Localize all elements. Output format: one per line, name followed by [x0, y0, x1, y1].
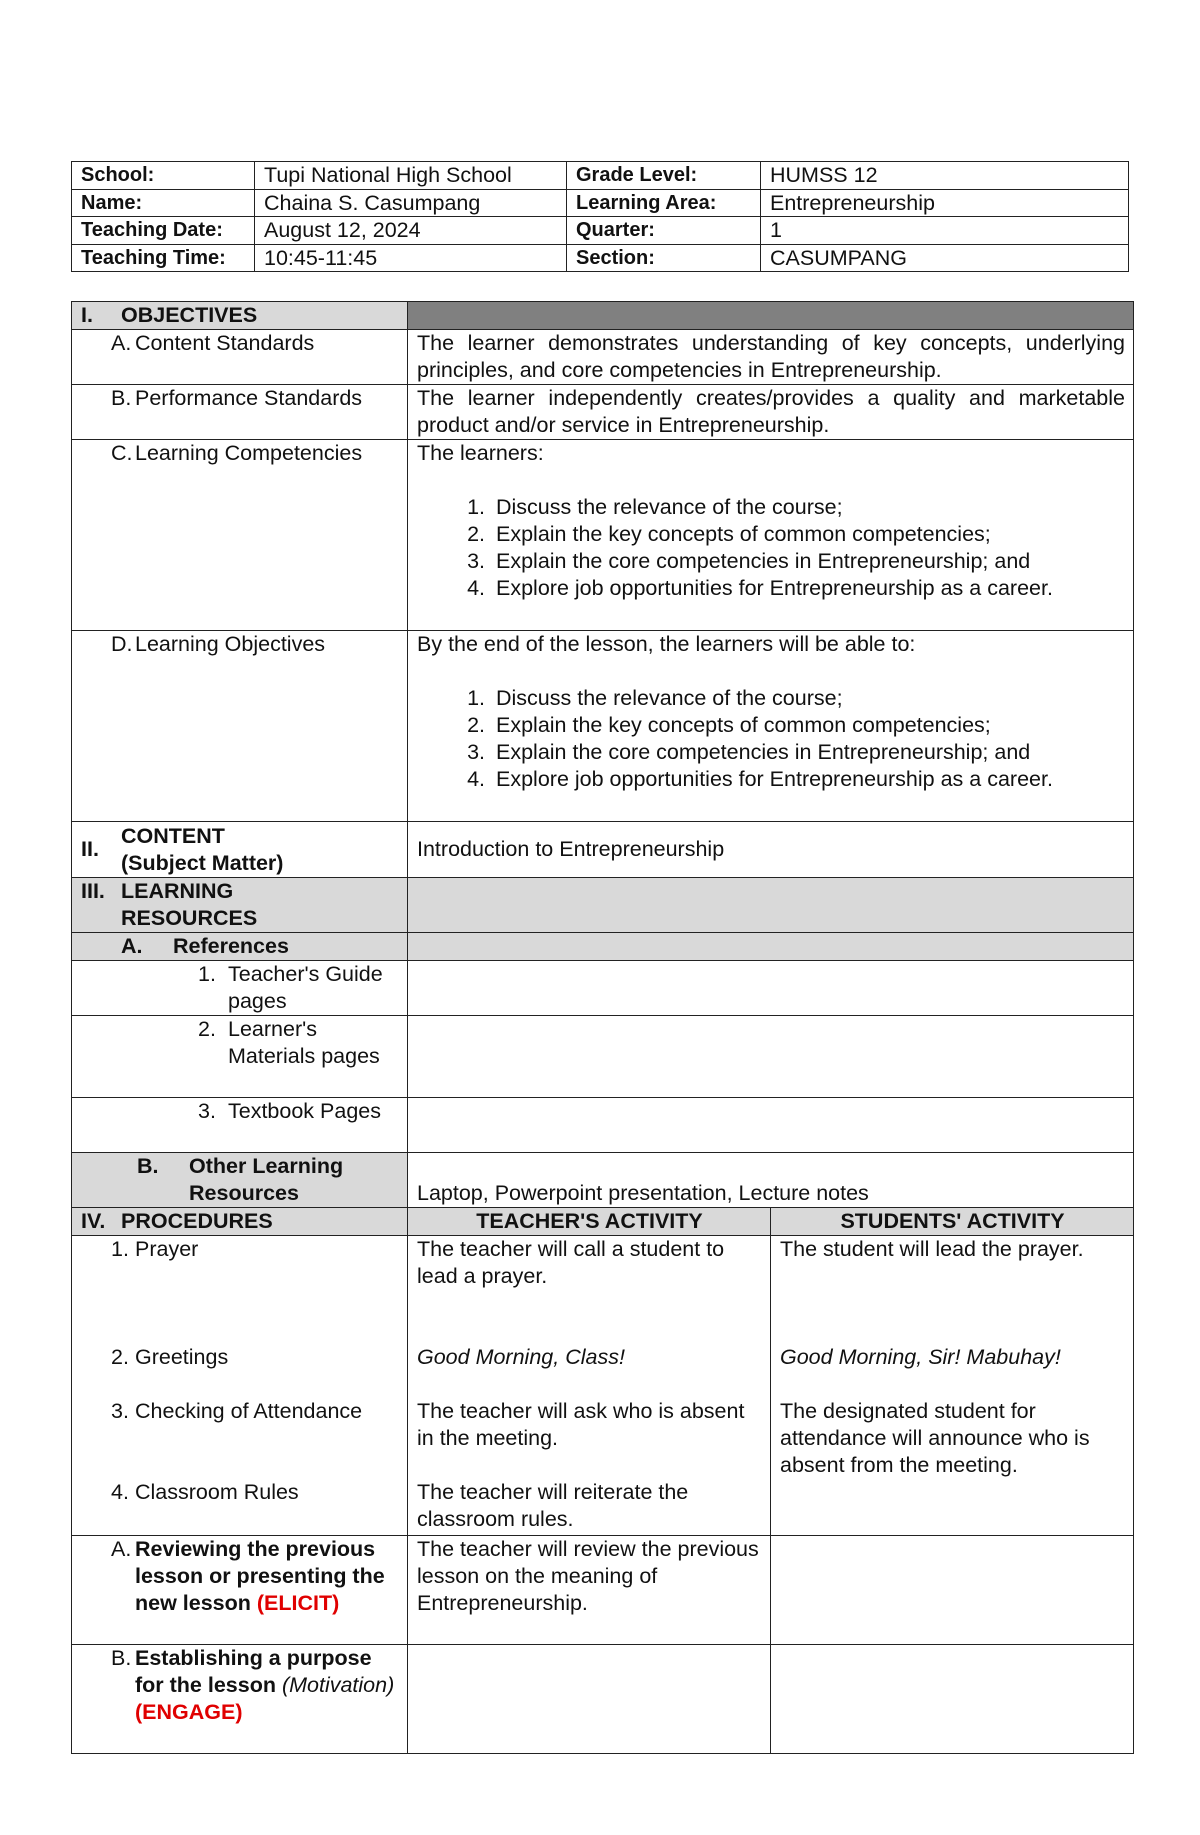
- teachers-guide-value: [408, 961, 1134, 1016]
- list-item: 3. Explain the core competencies in Entrepreneurship; and: [467, 549, 1031, 573]
- learners-materials-value: [408, 1016, 1134, 1098]
- grade-level-label: Grade Level:: [567, 162, 761, 190]
- student-greetings: Good Morning, Sir! Mabuhay!: [780, 1345, 1061, 1369]
- student-opening-activities: [771, 1236, 1134, 1536]
- section-label: Section:: [567, 244, 761, 272]
- list-item: 1. Discuss the relevance of the course;: [467, 686, 843, 710]
- learning-competencies-text: [408, 440, 1134, 631]
- content-heading: II. CONTENT (Subject Matter): [72, 822, 408, 878]
- section-value: CASUMPANG: [761, 244, 1129, 272]
- establishing-purpose-label: B. Establishing a purpose for the lesson (Motivation) (ENGAGE): [72, 1645, 408, 1754]
- competencies-list: [417, 494, 1125, 602]
- teachers-activity-header: TEACHER'S ACTIVITY: [408, 1208, 771, 1236]
- teacher-classroom-rules: The teacher will reiterate the classroom rules.: [417, 1480, 689, 1531]
- teachers-guide-label: 1. Teacher's Guide pages: [72, 961, 408, 1016]
- other-resources-value: Laptop, Powerpoint presentation, Lecture notes: [408, 1153, 1134, 1208]
- content-standards-label: A. Content Standards: [72, 330, 408, 385]
- learning-resources-heading: III. LEARNING RESOURCES: [72, 878, 408, 933]
- teacher-purpose-activity: [408, 1645, 771, 1754]
- teacher-prayer: The teacher will call a student to lead a prayer.: [417, 1237, 725, 1288]
- teaching-time-value: 10:45-11:45: [255, 244, 567, 272]
- review-lesson-label: A. Reviewing the previous lesson or presenting the new lesson (ELICIT): [72, 1536, 408, 1645]
- quarter-value: 1: [761, 217, 1129, 245]
- performance-standards-label: B. Performance Standards: [72, 385, 408, 440]
- learners-materials-label: 2. Learner's Materials pages: [72, 1016, 408, 1098]
- teacher-greetings: Good Morning, Class!: [417, 1345, 625, 1369]
- objectives-heading: I. OBJECTIVES: [72, 302, 408, 330]
- name-value: Chaina S. Casumpang: [255, 189, 567, 217]
- textbook-pages-label: 3. Textbook Pages: [72, 1098, 408, 1153]
- name-label: Name:: [72, 189, 255, 217]
- grade-level-value: HUMSS 12: [761, 162, 1129, 190]
- objectives-heading-fill: [408, 302, 1134, 330]
- learning-objectives-label: D. Learning Objectives: [72, 631, 408, 822]
- school-value: Tupi National High School: [255, 162, 567, 190]
- textbook-pages-value: [408, 1098, 1134, 1153]
- engage-tag: (ENGAGE): [135, 1700, 243, 1724]
- teacher-attendance: The teacher will ask who is absent in the meeting.: [417, 1399, 745, 1450]
- list-item: 1. Discuss the relevance of the course;: [467, 495, 843, 519]
- performance-standards-text: The learner independently creates/provides a quality and marketable product and/or service in Entrepreneurship.: [408, 385, 1134, 440]
- elicit-tag: (ELICIT): [256, 1591, 340, 1615]
- learning-competencies-label: C. Learning Competencies: [72, 440, 408, 631]
- quarter-label: Quarter:: [567, 217, 761, 245]
- list-item: 4. Explore job opportunities for Entrepreneurship as a career.: [467, 576, 1053, 600]
- references-heading: A. References: [72, 933, 408, 961]
- learning-area-value: Entrepreneurship: [761, 189, 1129, 217]
- student-prayer: The student will lead the prayer.: [780, 1237, 1084, 1261]
- other-resources-heading: B. Other Learning Resources: [72, 1153, 408, 1208]
- objectives-intro: By the end of the lesson, the learners will be able to:: [417, 632, 916, 656]
- student-attendance: The designated student for attendance will announce who is absent from the meeting.: [780, 1399, 1090, 1477]
- learning-objectives-text: [408, 631, 1134, 822]
- opening-steps: 1. Prayer 2. Greetings 3. Checking of Attendance 4. Classroom Rules: [72, 1236, 408, 1536]
- objectives-list: [417, 685, 1125, 793]
- teaching-time-label: Teaching Time:: [72, 244, 255, 272]
- teaching-date-value: August 12, 2024: [255, 217, 567, 245]
- learning-area-label: Learning Area:: [567, 189, 761, 217]
- list-item: 2. Explain the key concepts of common competencies;: [467, 522, 991, 546]
- student-purpose-activity: [771, 1645, 1134, 1754]
- lesson-header-table: [71, 161, 1129, 272]
- procedures-heading: IV. PROCEDURES: [72, 1208, 408, 1236]
- content-standards-text: The learner demonstrates understanding of key concepts, underlying principles, and core competencies in Entrepreneurship.: [408, 330, 1134, 385]
- learning-resources-fill: [408, 878, 1134, 933]
- list-item: 3. Explain the core competencies in Entrepreneurship; and: [467, 740, 1031, 764]
- teacher-review-activity: The teacher will review the previous lesson on the meaning of Entrepreneurship.: [408, 1536, 771, 1645]
- students-activity-header: STUDENTS' ACTIVITY: [771, 1208, 1134, 1236]
- lesson-plan-table: [71, 301, 1134, 1754]
- student-review-activity: [771, 1536, 1134, 1645]
- school-label: School:: [72, 162, 255, 190]
- content-subject-matter: Introduction to Entrepreneurship: [408, 822, 1134, 878]
- list-item: 4. Explore job opportunities for Entrepreneurship as a career.: [467, 767, 1053, 791]
- teaching-date-label: Teaching Date:: [72, 217, 255, 245]
- competencies-intro: The learners:: [417, 441, 544, 465]
- list-item: 2. Explain the key concepts of common competencies;: [467, 713, 991, 737]
- teacher-opening-activities: [408, 1236, 771, 1536]
- references-fill: [408, 933, 1134, 961]
